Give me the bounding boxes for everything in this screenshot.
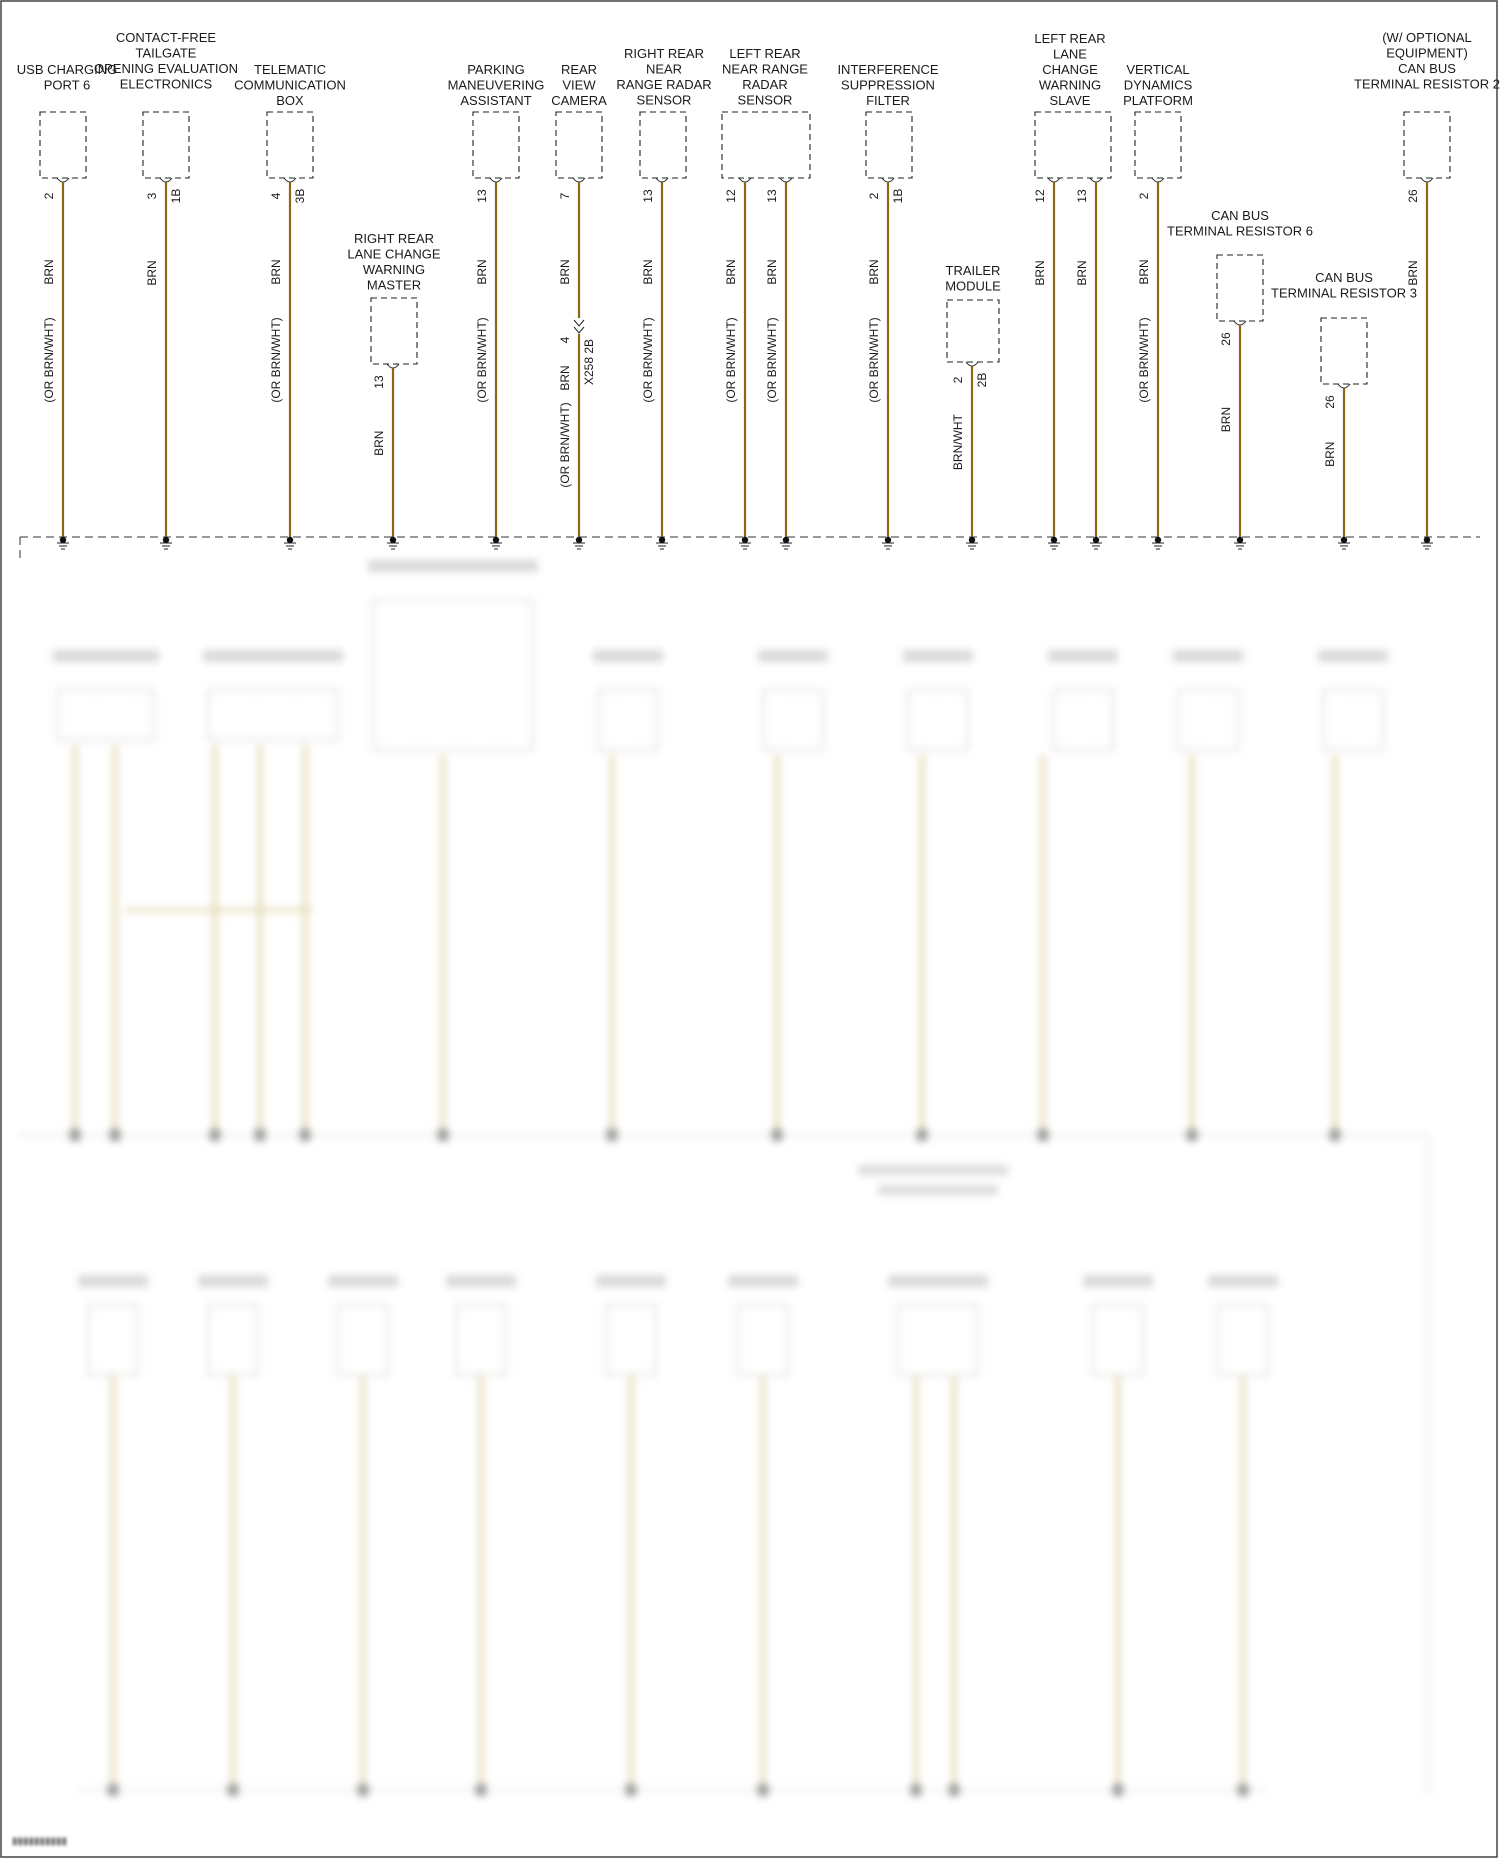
pin-number: 13: [475, 189, 489, 203]
pin-number: 13: [641, 189, 655, 203]
component-label-line: PLATFORM: [1123, 93, 1193, 108]
connector-mark: [739, 178, 751, 182]
component-label-line: COMMUNICATION: [234, 77, 346, 93]
component-label-line: NEAR RANGE: [722, 61, 808, 77]
wire-color-label: BRN: [145, 260, 159, 286]
connector-mark: [1152, 178, 1164, 182]
blurred-component-box: [908, 690, 968, 750]
blurred-label: [903, 650, 973, 662]
blurred-component-box: [1178, 690, 1238, 750]
connector-mark: [1421, 178, 1433, 182]
component-label-line: RIGHT REAR: [624, 46, 704, 61]
component-interference-suppression-filter: [837, 62, 938, 549]
pin-number: 13: [765, 189, 779, 203]
component-label-line: WARNING: [1038, 77, 1102, 93]
component-label-line: CAN BUS: [1211, 208, 1269, 223]
diagram-code: ▮▮▮▮▮▮▮▮▮▮: [12, 1836, 68, 1847]
blurred-component-box: [606, 1305, 656, 1375]
pin-number: 13: [1075, 189, 1089, 203]
component-box: [1217, 255, 1263, 321]
component-label-line: RIGHT REAR: [354, 231, 434, 246]
blurred-label: [1318, 650, 1388, 662]
component-label-line: OPENING EVALUATION: [94, 61, 238, 76]
component-right-rear-near-range-radar-sensor: [616, 46, 711, 549]
pin-number: 2: [867, 192, 881, 200]
splice-dot: [659, 537, 665, 543]
wire-color-label: BRN: [372, 430, 386, 456]
wire-color-label: (OR BRN/WHT): [724, 317, 738, 403]
component-label-line: SLAVE: [1049, 93, 1091, 108]
wire-color-label: BRN: [641, 259, 655, 285]
component-left-rear-near-range-radar-sensor: [722, 46, 810, 549]
blurred-component-box: [1093, 1305, 1143, 1375]
component-label-line: TERMINAL RESISTOR 3: [1271, 285, 1417, 301]
component-label-line: CAN BUS: [1398, 61, 1456, 76]
wire-color-label: BRN: [558, 259, 572, 285]
component-box: [1135, 112, 1181, 178]
pin-number: 1B: [169, 188, 183, 204]
component-label-line: NEAR: [645, 61, 683, 77]
connector-mark: [1234, 321, 1246, 325]
wire-color-label: (OR BRN/WHT): [867, 317, 881, 403]
splice-dot: [1237, 537, 1243, 543]
connector-mark: [573, 178, 585, 182]
pin-number: 26: [1323, 395, 1337, 409]
splice-dot: [390, 537, 396, 543]
blurred-component-box: [738, 1305, 788, 1375]
connector-mark: [284, 178, 296, 182]
wire-color-label: (OR BRN/WHT): [475, 317, 489, 403]
connector-pin: 4: [558, 336, 572, 344]
component-label-line: VERTICAL: [1126, 62, 1190, 77]
connector-mark: [160, 178, 172, 182]
component-box: [1321, 318, 1367, 384]
connector-mark: [780, 178, 792, 182]
blurred-component-box: [88, 1305, 138, 1375]
blurred-component-box: [763, 690, 823, 750]
wire-color-label: BRN: [269, 259, 283, 285]
component-label-line: LANE: [1053, 46, 1087, 62]
component-box: [722, 112, 810, 178]
component-label-line: DYNAMICS: [1123, 77, 1193, 93]
blurred-label: [728, 1275, 798, 1287]
component-label-line: EQUIPMENT): [1386, 45, 1468, 61]
component-label-line: TRAILER: [945, 263, 1001, 278]
component-rear-view-camera: [551, 62, 607, 549]
blurred-component-box: [208, 690, 338, 740]
connector-mark: [1048, 178, 1060, 182]
component-label-line: INTERFERENCE: [837, 62, 939, 77]
blurred-component-box: [598, 690, 658, 750]
component-parking-maneuvering-assistant: [448, 62, 545, 549]
blurred-component-box: [898, 1305, 978, 1375]
component-box: [556, 112, 602, 178]
connector-mark: [966, 362, 978, 366]
component-box: [947, 300, 999, 362]
pin-number: 26: [1219, 332, 1233, 346]
component-box: [866, 112, 912, 178]
blurred-label: [593, 650, 663, 662]
splice-dot: [1093, 537, 1099, 543]
pin-number: 12: [724, 189, 738, 203]
component-label-line: SENSOR: [737, 92, 793, 108]
component-label-line: MANEUVERING: [447, 77, 545, 93]
pin-number: 2: [1137, 192, 1151, 200]
splice-dot: [1424, 537, 1430, 543]
splice-dot: [576, 537, 582, 543]
wire-color-label: (OR BRN/WHT): [269, 317, 283, 403]
splice-dot: [742, 537, 748, 543]
blurred-label: [596, 1275, 666, 1287]
wire-color-label: BRN: [1323, 441, 1337, 467]
component-label-line: CHANGE: [1042, 62, 1098, 77]
component-label-line: PORT 6: [43, 77, 91, 93]
connector-mark: [656, 178, 668, 182]
pin-number: 2: [42, 192, 56, 200]
top-diagram-area: [17, 30, 1500, 560]
connector-name: X258 2B: [582, 338, 596, 386]
component-label-line: USB CHARGING: [16, 62, 118, 77]
blurred-diagram-area: [8, 545, 1492, 1850]
pin-number: 3B: [293, 188, 307, 204]
component-box: [143, 112, 189, 178]
wire-color-label: BRN: [558, 365, 572, 391]
blurred-component-box: [456, 1305, 506, 1375]
component-telematic-communication-box: [234, 62, 346, 549]
blurred-label: [1083, 1275, 1153, 1287]
wire-color-label: BRN/WHT: [951, 414, 965, 471]
blurred-label: [78, 1275, 148, 1287]
component-label-line: RADAR: [742, 77, 788, 92]
component-label-line: FILTER: [866, 93, 910, 108]
blurred-component-box: [1323, 690, 1383, 750]
blurred-label: [758, 650, 828, 662]
connector-mark: [57, 178, 69, 182]
component-box: [267, 112, 313, 178]
connector-mark: [387, 364, 399, 368]
pin-number: 13: [372, 375, 386, 389]
component-label-line: LEFT REAR: [1034, 31, 1106, 46]
splice-dot: [969, 537, 975, 543]
wire-color-label: BRN: [42, 259, 56, 285]
blurred-component-box: [338, 1305, 388, 1375]
component-label-line: SENSOR: [636, 92, 692, 108]
wire-color-label: BRN: [765, 259, 779, 285]
component-box: [40, 112, 86, 178]
component-left-rear-lane-change-warning-slave: [1033, 31, 1111, 549]
wire-color-label: BRN: [867, 259, 881, 285]
component-label-line: TAILGATE: [135, 45, 197, 61]
component-label-line: CONTACT-FREE: [115, 30, 217, 45]
component-usb-charging-port-6: [17, 62, 117, 549]
wire-color-label: BRN: [1137, 259, 1151, 285]
component-vertical-dynamics-platform: [1123, 62, 1193, 549]
component-label-line: TELEMATIC: [254, 62, 326, 77]
component-can-bus-terminal-resistor-6: [1167, 208, 1313, 549]
blurred-component-box: [1053, 690, 1113, 750]
component-label-line: LANE CHANGE: [347, 246, 441, 262]
connector-mark: [490, 178, 502, 182]
component-box: [473, 112, 519, 178]
blurred-label: [878, 1185, 998, 1195]
wire-color-label: BRN: [1219, 406, 1233, 433]
component-label-line: VIEW: [562, 77, 596, 93]
splice-dot: [1155, 537, 1161, 543]
wire-color-label: (OR BRN/WHT): [765, 317, 779, 403]
blurred-component-box: [58, 690, 154, 740]
component-label-line: REAR: [560, 62, 598, 77]
component-box: [1035, 112, 1111, 178]
blurred-component-box: [1218, 1305, 1268, 1375]
component-can-bus-terminal-resistor-3: [1271, 270, 1417, 549]
splice-dot: [783, 537, 789, 543]
pin-number: 26: [1406, 189, 1420, 203]
component-label-line: TERMINAL RESISTOR 6: [1167, 223, 1313, 239]
wire-color-label: BRN: [724, 259, 738, 285]
wire-color-label: (OR BRN/WHT): [42, 317, 56, 403]
splice-dot: [60, 537, 66, 543]
blurred-label: [858, 1165, 1008, 1175]
component-box: [371, 298, 417, 364]
splice-dot: [1341, 537, 1347, 543]
component-box: [1404, 112, 1450, 178]
connector-mark: [1338, 384, 1350, 388]
splice-dot: [493, 537, 499, 543]
component-box: [640, 112, 686, 178]
blurred-label: [198, 1275, 268, 1287]
pin-number: 4: [269, 192, 283, 200]
component-label-line: BOX: [276, 93, 304, 108]
component-label-line: (W/ OPTIONAL: [1382, 30, 1472, 45]
pin-number: 3: [145, 192, 159, 200]
component-label-line: MASTER: [366, 277, 422, 293]
component-label-line: CAN BUS: [1315, 270, 1373, 285]
wire-color-label: BRN: [475, 259, 489, 285]
blurred-label: [1048, 650, 1118, 662]
blurred-component-box: [373, 600, 533, 750]
pin-number: 2: [951, 376, 965, 384]
pin-number: 12: [1033, 189, 1047, 203]
blurred-label: [888, 1275, 988, 1287]
wire-color-label: (OR BRN/WHT): [1137, 317, 1151, 403]
wire-color-label: BRN: [1075, 260, 1089, 286]
inline-connector-icon: [574, 320, 584, 333]
blurred-label: [368, 560, 538, 572]
pin-number: 7: [558, 192, 572, 200]
pin-number: 1B: [891, 188, 905, 204]
component-label-line: WARNING: [362, 262, 426, 277]
pin-number: 2B: [975, 372, 989, 388]
wire-color-label: BRN: [1033, 260, 1047, 286]
blurred-label: [1208, 1275, 1278, 1287]
blurred-label: [203, 650, 343, 662]
component-label-line: ELECTRONICS: [119, 76, 213, 92]
component-label-line: RANGE RADAR: [616, 77, 712, 92]
splice-dot: [163, 537, 169, 543]
component-label-line: PARKING: [467, 62, 525, 77]
connector-mark: [882, 178, 894, 182]
component-trailer-module: [945, 263, 1001, 549]
component-right-rear-lane-change-warning-master: [347, 231, 441, 549]
component-label-line: SUPPRESSION: [841, 77, 935, 93]
blurred-component-box: [208, 1305, 258, 1375]
component-label-line: ASSISTANT: [460, 93, 532, 108]
blurred-label: [53, 650, 159, 662]
component-label-line: CAMERA: [551, 93, 607, 108]
splice-dot: [287, 537, 293, 543]
blurred-label: [446, 1275, 516, 1287]
component-label-line: MODULE: [945, 278, 1001, 294]
blurred-label: [1173, 650, 1243, 662]
component-label-line: TERMINAL RESISTOR 2: [1354, 76, 1500, 92]
connector-mark: [1090, 178, 1102, 182]
splice-dot: [885, 537, 891, 543]
wire-color-label: (OR BRN/WHT): [558, 402, 572, 488]
blurred-label: [328, 1275, 398, 1287]
component-contact-free-tailgate: [94, 30, 238, 549]
splice-dot: [1051, 537, 1057, 543]
component-label-line: LEFT REAR: [729, 46, 801, 61]
wire-color-label: (OR BRN/WHT): [641, 317, 655, 403]
wire-color-label: BRN: [1406, 260, 1420, 286]
